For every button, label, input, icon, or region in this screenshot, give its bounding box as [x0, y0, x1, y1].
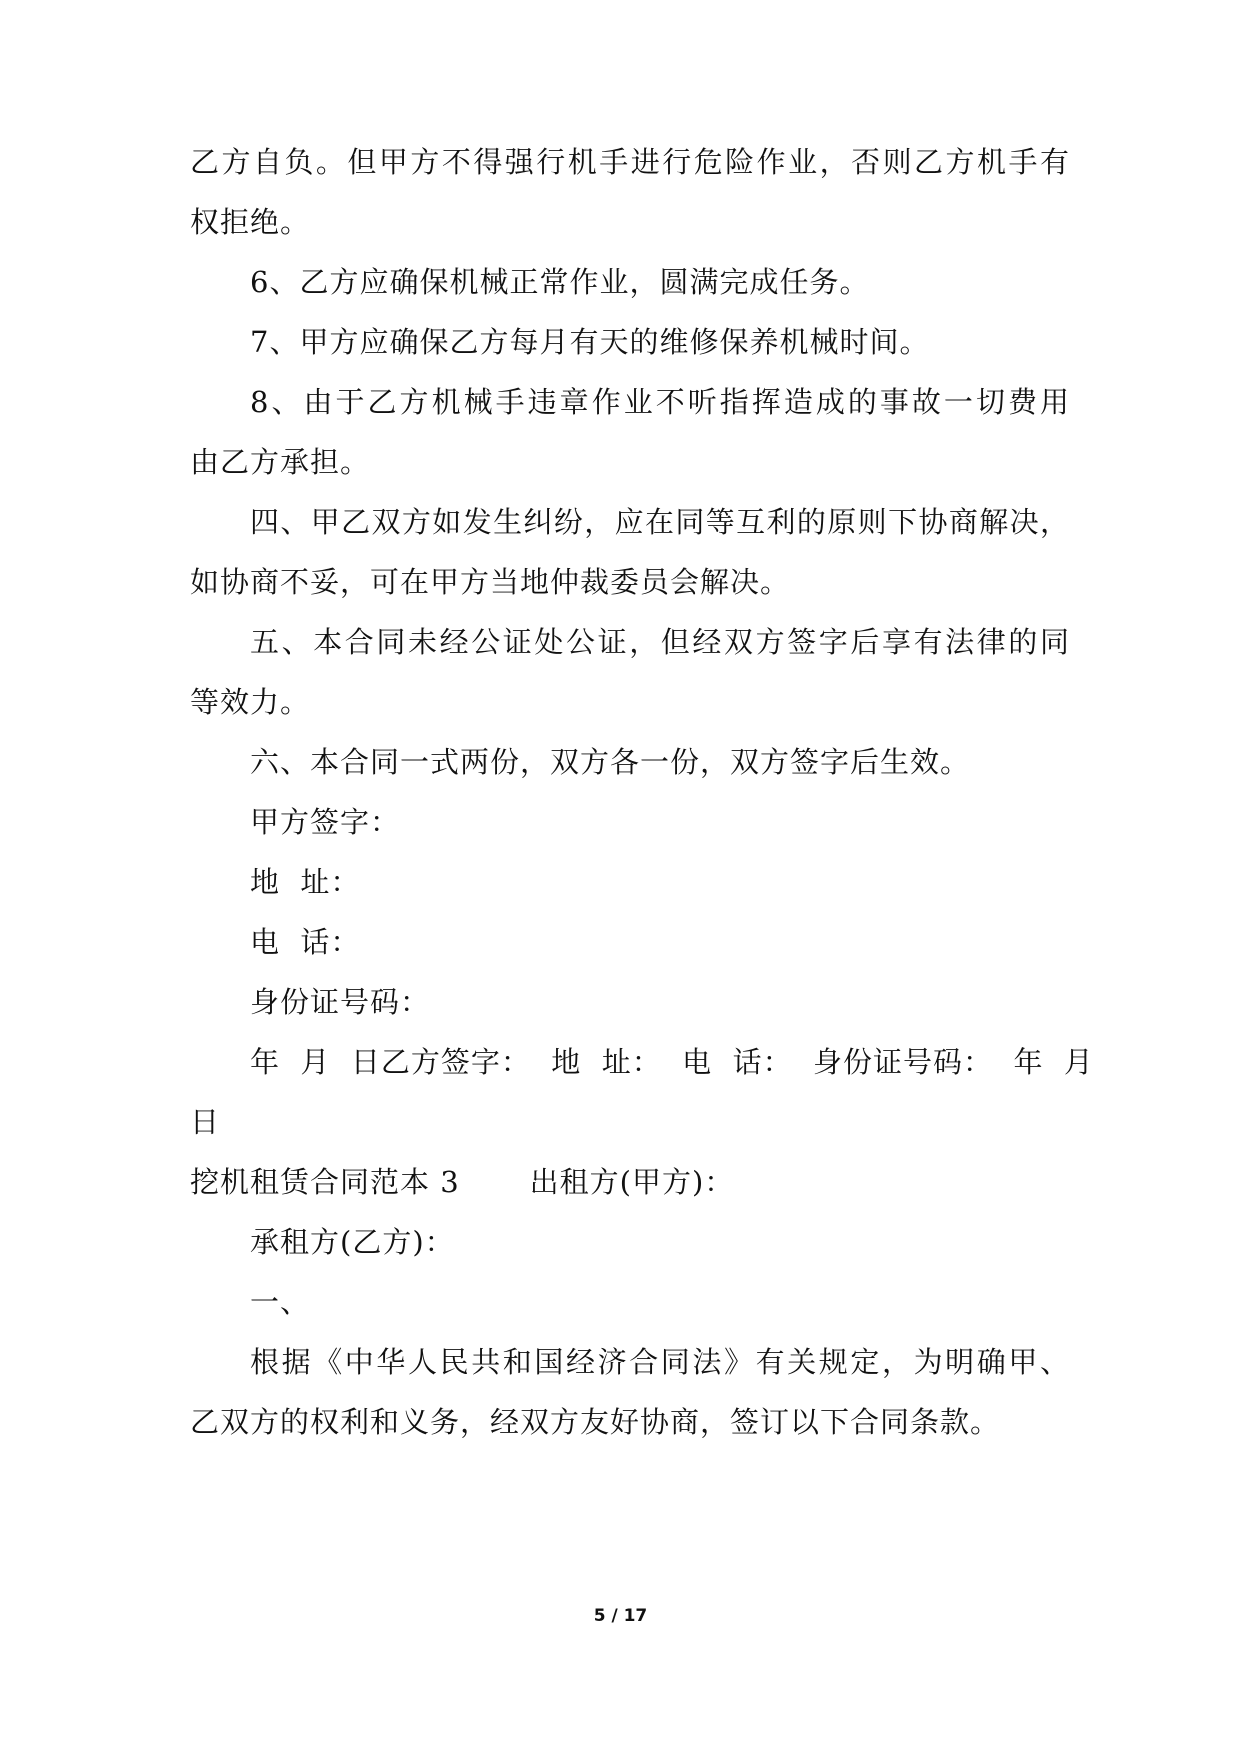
contract-title-line	[190, 1162, 1070, 1202]
clause-six: 六、本合同一式两份，双方各一份，双方签字后生效。	[250, 745, 971, 779]
paragraph-line: 权拒绝。	[190, 205, 311, 239]
clause-four: 四、甲乙双方如发生纠纷，应在同等互利的原则下协商解决，	[250, 505, 1070, 539]
lessor-label: 出租方(甲方)：	[529, 1165, 735, 1199]
paragraph-line: 等效力。	[190, 685, 311, 719]
paragraph-line: 如协商不妥，可在甲方当地仲裁委员会解决。	[190, 565, 791, 599]
clause-6: 6、乙方应确保机械正常作业，圆满完成任务。	[250, 265, 870, 299]
section-one-heading: 一、	[250, 1285, 311, 1319]
clause-five: 五、本合同未经公证处公证，但经双方签字后享有法律的同	[250, 625, 1070, 659]
clause-7: 7、甲方应确保乙方每月有天的维修保养机械时间。	[250, 325, 930, 359]
page-number: 5 / 17	[593, 1606, 648, 1626]
signature-date-line: 年 月 日乙方签字： 地 址： 电 话： 身份证号码： 年 月	[250, 1045, 1094, 1079]
paragraph-line: 日	[190, 1105, 221, 1139]
phone-label: 电 话：	[250, 925, 361, 959]
paragraph-line: 由乙方承担。	[190, 445, 371, 479]
preamble-line: 根据《中华人民共和国经济合同法》有关规定，为明确甲、	[250, 1345, 1070, 1379]
lessee-label: 承租方(乙方)：	[250, 1225, 455, 1259]
address-label: 地 址：	[250, 865, 361, 899]
id-number-label: 身份证号码：	[250, 985, 431, 1019]
clause-8: 8、由于乙方机械手违章作业不听指挥造成的事故一切费用	[250, 385, 1070, 419]
contract-title: 挖机租赁合同范本 3	[190, 1165, 460, 1199]
paragraph-line: 乙双方的权利和义务，经双方友好协商，签订以下合同条款。	[190, 1405, 1001, 1439]
party-a-signature-label: 甲方签字：	[250, 805, 401, 839]
paragraph-line: 乙方自负。但甲方不得强行机手进行危险作业，否则乙方机手有	[190, 145, 1070, 179]
